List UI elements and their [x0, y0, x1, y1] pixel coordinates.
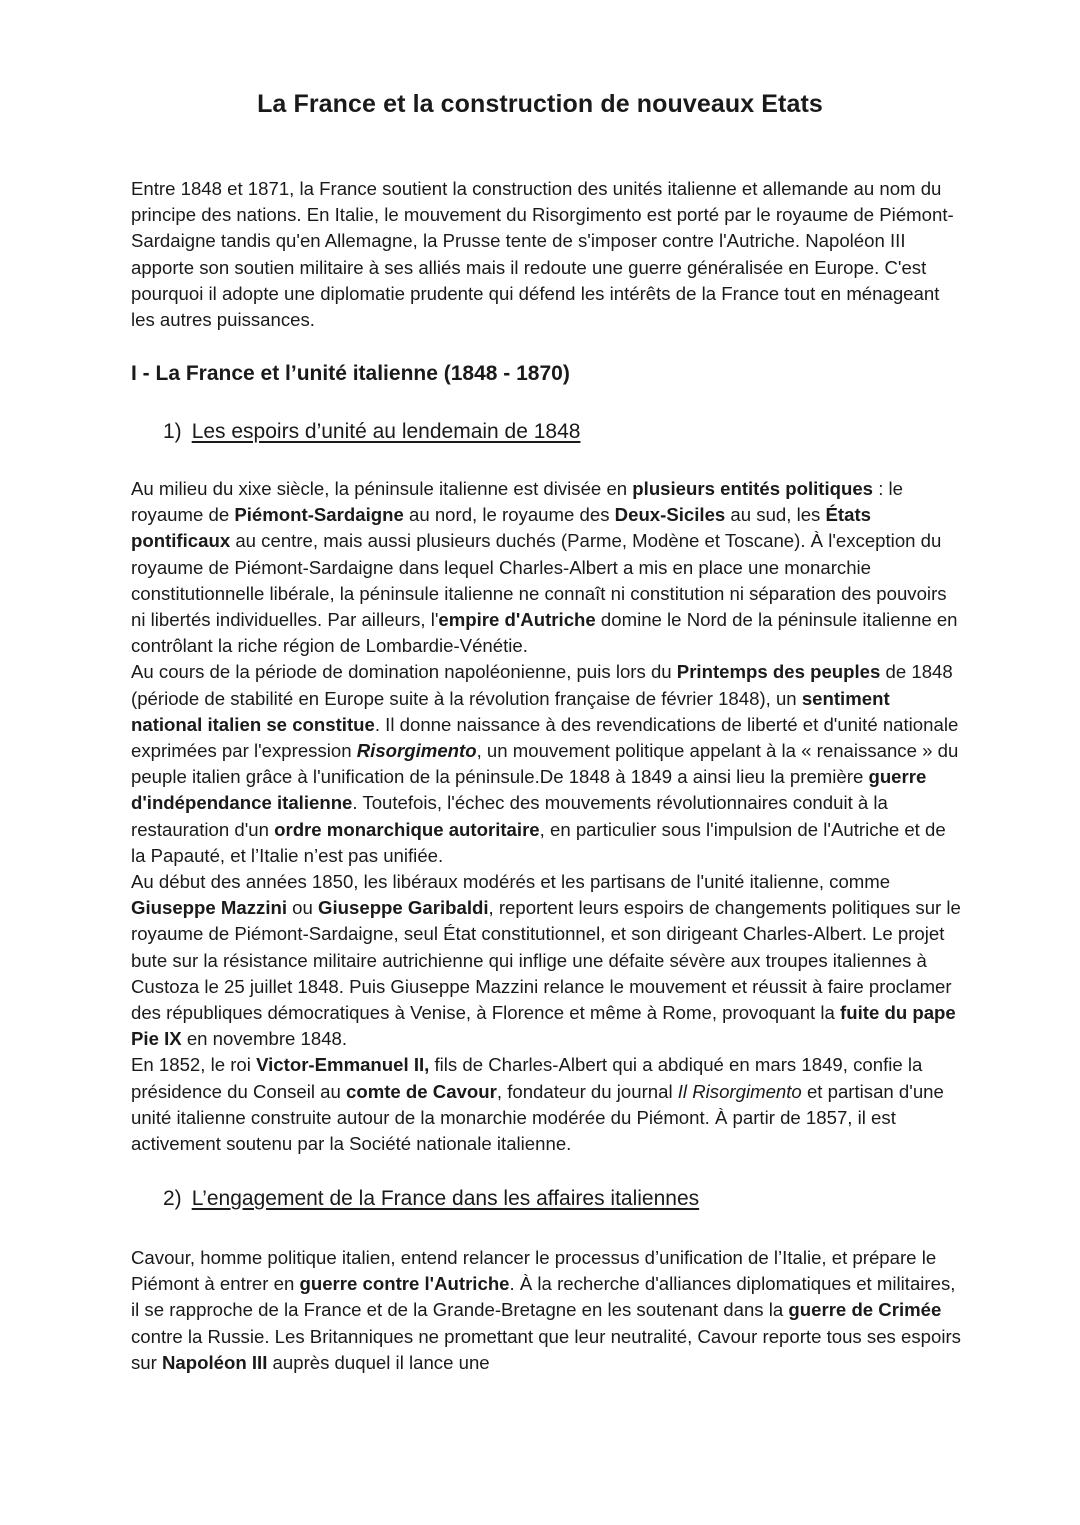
- paragraph: En 1852, le roi Victor-Emmanuel II, fils de Charles-Albert qui a abdiqué en mars 1849, confie la présidence du Conseil au comte de Cavour, fondateur du journal Il Risorgimento et partisan d'une unité italienne construite autour de la monarchie modérée du Piémont. À partir de 1857, il est activement soutenu par la Société nationale italienne.: [131, 1054, 944, 1155]
- subsection-label: Les espoirs d’unité au lendemain de 1848: [191, 420, 581, 443]
- section-heading-1: I - La France et l’unité italienne (1848 - 1870): [131, 362, 570, 385]
- subsection-heading-2: [163, 1187, 699, 1211]
- paragraph: Au milieu du xixe siècle, la péninsule italienne est divisée en plusieurs entités politiques : le royaume de Piémont-Sardaigne au nord, le royaume des Deux-Siciles au sud, les États pontificaux au centre, mais aussi plusieurs duchés (Parme, Modène et Toscane). À l'exception du royaume de Piémont-Sardaigne dans lequel Charles-Albert a mis en place une monarchie constitutionnelle libérale, la péninsule italienne ne connaît ni constitution ni séparation des pouvoirs ni libertés individuelles. Par ailleurs, l'empire d'Autriche domine le Nord de la péninsule italienne en contrôlant la riche région de Lombardie-Vénétie.: [131, 478, 958, 657]
- intro-section: [131, 176, 961, 333]
- paragraph: Au début des années 1850, les libéraux modérés et les partisans de l'unité italienne, comme Giuseppe Mazzini ou Giuseppe Garibaldi, reportent leurs espoirs de changements politiques sur le royaume de Piémont-Sardaigne, seul État constitutionnel, et son dirigeant Charles-Albert. Le projet bute sur la résistance militaire autrichienne qui inflige une défaite sévère aux troupes italiennes à Custoza le 25 juillet 1848. Puis Giuseppe Mazzini relance le mouvement et réussit à faire proclamer des républiques démocratiques à Venise, à Florence et même à Rome, provoquant la fuite du pape Pie IX en novembre 1848.: [131, 871, 961, 1050]
- subsection-number: 1): [163, 420, 182, 443]
- subsection-1-body: [131, 476, 961, 1157]
- paragraph: Cavour, homme politique italien, entend relancer le processus d’unification de l’Italie, et prépare le Piémont à entrer en guerre contre l'Autriche. À la recherche d'alliances diplomatiques et militaires, il se rapproche de la France et de la Grande-Bretagne en les soutenant dans la guerre de Crimée contre la Russie. Les Britanniques ne promettant que leur neutralité, Cavour reporte tous ses espoirs sur Napoléon III auprès duquel il lance une: [131, 1247, 961, 1373]
- subsection-number: 2): [163, 1187, 182, 1210]
- intro-paragraph: Entre 1848 et 1871, la France soutient la construction des unités italienne et allemande au nom du principe des nations. En Italie, le mouvement du Risorgimento est porté par le royaume de Piémont-Sardaigne tandis qu'en Allemagne, la Prusse tente de s'imposer contre l'Autriche. Napoléon III apporte son soutien militaire à ses alliés mais il redoute une guerre généralisée en Europe. C'est pourquoi il adopte une diplomatie prudente qui défend les intérêts de la France tout en ménageant les autres puissances.: [131, 178, 954, 331]
- subsection-label: L’engagement de la France dans les affaires italiennes: [191, 1187, 700, 1210]
- subsection-2-body: [131, 1245, 961, 1376]
- paragraph: Au cours de la période de domination napoléonienne, puis lors du Printemps des peuples de 1848 (période de stabilité en Europe suite à la révolution française de février 1848), un sentiment national italien se constitue. Il donne naissance à des revendications de liberté et d'unité nationale exprimées par l'expression Risorgimento, un mouvement politique appelant à la « renaissance » du peuple italien grâce à l'unification de la péninsule.De 1848 à 1849 a ainsi lieu la première guerre d'indépendance italienne. Toutefois, l'échec des mouvements révolutionnaires conduit à la restauration d'un ordre monarchique autoritaire, en particulier sous l'impulsion de l'Autriche et de la Papauté, et l’Italie n’est pas unifiée.: [131, 661, 959, 866]
- subsection-heading-1: [163, 420, 580, 444]
- page-title: La France et la construction de nouveaux Etats: [257, 90, 823, 118]
